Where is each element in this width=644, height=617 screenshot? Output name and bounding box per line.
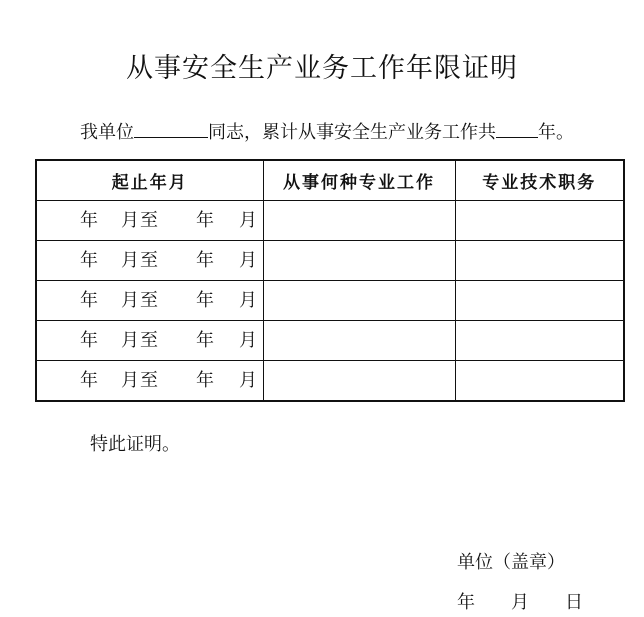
start-month-label: 月 [121,290,139,311]
header-period: 起止年月 [36,160,263,201]
period-cell[interactable] [36,321,263,361]
period-cell[interactable] [36,281,263,321]
start-year-label: 年 [80,370,98,391]
table-row [36,361,624,402]
table-row [36,201,624,241]
end-month-label: 月 [239,370,257,391]
closing-statement: 特此证明。 [90,434,180,455]
signature-year-label: 年 [457,592,475,613]
years-total-blank[interactable] [496,119,538,138]
period-cell[interactable] [36,241,263,281]
end-month-label: 月 [239,210,257,231]
intro-suffix: 年。 [538,122,574,143]
work-type-cell[interactable] [263,321,455,361]
signature-day-label: 日 [565,592,583,613]
start-month-label: 月 [121,250,139,271]
work-type-cell[interactable] [263,241,455,281]
job-title-cell[interactable] [455,321,624,361]
to-label: 至 [140,370,158,391]
signature-month-label: 月 [511,592,529,613]
table-row [36,241,624,281]
employee-name-blank[interactable] [134,119,208,138]
start-year-label: 年 [80,210,98,231]
table-row [36,281,624,321]
job-title-cell[interactable] [455,361,624,402]
to-label: 至 [140,250,158,271]
header-job-title: 专业技术职务 [455,160,624,201]
start-year-label: 年 [80,330,98,351]
start-month-label: 月 [121,370,139,391]
end-year-label: 年 [196,250,214,271]
job-title-cell[interactable] [455,281,624,321]
end-month-label: 月 [239,250,257,271]
end-year-label: 年 [196,330,214,351]
to-label: 至 [140,210,158,231]
work-type-cell[interactable] [263,281,455,321]
start-month-label: 月 [121,330,139,351]
period-cell[interactable] [36,201,263,241]
table-header-row [36,160,624,201]
end-year-label: 年 [196,370,214,391]
end-month-label: 月 [239,290,257,311]
end-year-label: 年 [196,290,214,311]
intro-prefix: 我单位 [80,122,134,143]
end-month-label: 月 [239,330,257,351]
to-label: 至 [140,290,158,311]
work-type-cell[interactable] [263,201,455,241]
start-month-label: 月 [121,210,139,231]
document-title: 从事安全生产业务工作年限证明 [126,53,518,85]
end-year-label: 年 [196,210,214,231]
work-history-table [35,159,625,402]
intro-sentence [80,119,574,146]
header-work-type: 从事何种专业工作 [263,160,455,201]
job-title-cell[interactable] [455,241,624,281]
intro-middle: 同志，累计从事安全生产业务工作共 [208,122,496,143]
work-type-cell[interactable] [263,361,455,402]
table-row [36,321,624,361]
to-label: 至 [140,330,158,351]
period-cell[interactable] [36,361,263,402]
start-year-label: 年 [80,250,98,271]
signature-unit-seal: 单位（盖章） [457,552,565,573]
job-title-cell[interactable] [455,201,624,241]
start-year-label: 年 [80,290,98,311]
